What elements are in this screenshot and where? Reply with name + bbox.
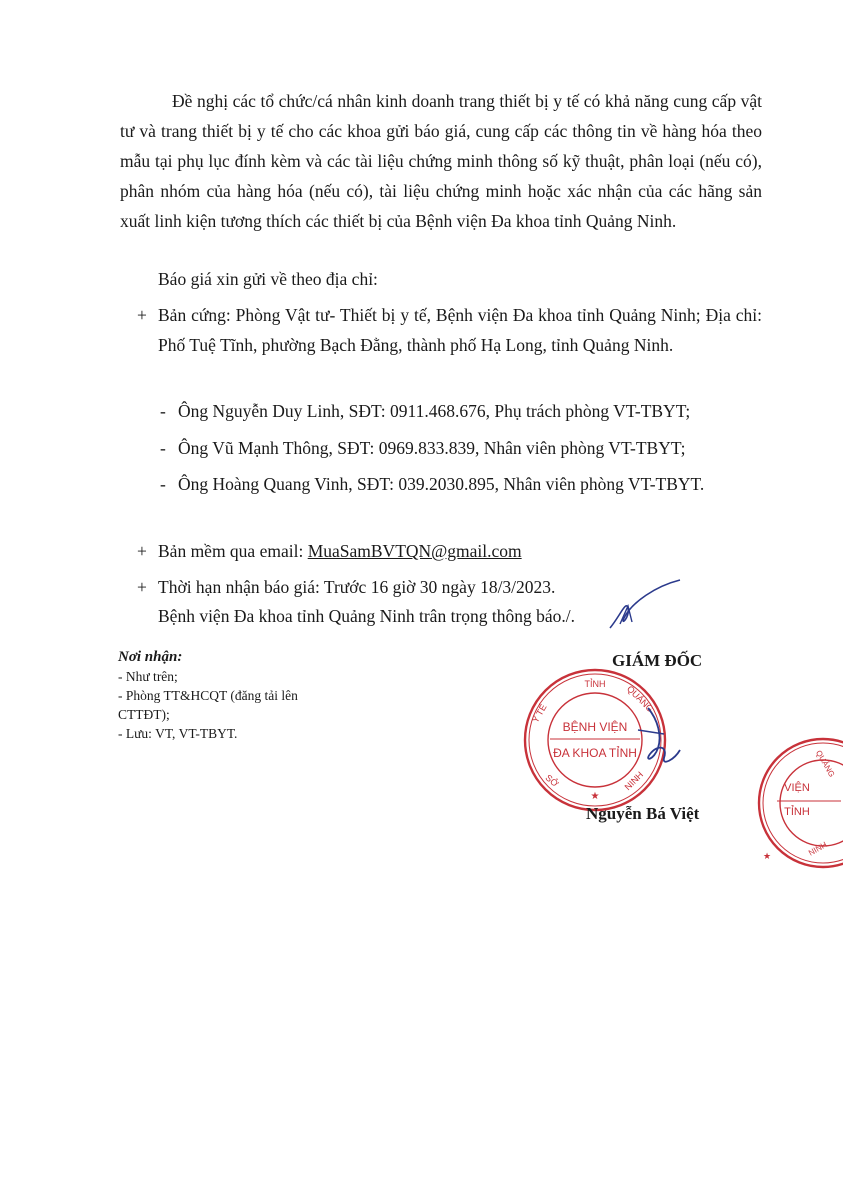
partial-stamp-line2: TỈNH [784,806,810,818]
plus-bullet: + [137,541,147,561]
stamp-ring-bottom-left: SỞ [543,772,561,789]
stamp-ring-left: Y TẾ [530,702,549,725]
signature-title: GIÁM ĐỐC [612,651,703,670]
stamp-ring-top: TỈNH [584,679,606,689]
intro-paragraph: Đề nghị các tổ chức/cá nhân kinh doanh trang thiết bị y tế có khả năng cung cấp vật tư và trang thiết bị y tế cho các khoa gửi báo giá, cung cấp các thông tin về hàng hóa theo mẫu tại phụ lục đính kèm và các tài liệu chứng minh thông số kỹ thuật, phân loại (nếu có), phân nhóm của hàng hóa (nếu có), tài liệu chứng minh hoặc xác nhận của các hãng sản xuất linh kiện tương thích các thiết bị của Bệnh viện Đa khoa tỉnh Quảng Ninh. [120,91,762,231]
soft-copy-label: Bản mềm qua email: [158,541,308,561]
recipient-item: - Như trên; [118,669,178,684]
soft-copy-line [158,536,522,566]
deadline-line: Thời hạn nhận báo giá: Trước 16 giờ 30 ngày 18/3/2023. [158,577,556,597]
stamp-ring-right: QUẢNG [624,683,656,715]
stamp-ring-bottom-right: NINH [622,769,646,793]
recipient-item: - Phòng TT&HCQT (đăng tải lên CTTĐT); [118,688,298,722]
hard-copy-address: Bản cứng: Phòng Vật tư- Thiết bị y tế, Bệnh viện Đa khoa tỉnh Quảng Ninh; Địa chỉ: Phố Tuệ Tĩnh, phường Bạch Đằng, thành phố Hạ Long, tỉnh Quảng Ninh. [158,305,762,355]
partial-stamp [753,733,843,873]
stamp-star-icon: ★ [590,791,600,802]
partial-stamp-ring-bottom: NINH [807,840,829,858]
contact-item: Ông Vũ Mạnh Thông, SĐT: 0969.833.839, Nhân viên phòng VT-TBYT; [178,438,686,458]
dash-bullet: - [160,401,166,421]
partial-stamp-ring-right: QUẢNG [813,748,837,779]
stamp-line1: BỆNH VIỆN [562,720,628,734]
dash-bullet: - [160,474,166,494]
partial-stamp-line1: VIỆN [784,782,810,794]
dash-bullet: - [160,438,166,458]
recipients-block [118,648,358,743]
contact-item: Ông Hoàng Quang Vinh, SĐT: 039.2030.895, Nhân viên phòng VT-TBYT. [178,474,705,494]
director-signature [628,700,698,780]
plus-bullet: + [137,577,147,597]
email-link[interactable]: MuaSamBVTQN@gmail.com [307,541,522,561]
recipients-title: Nơi nhận: [118,649,183,665]
stamp-line2: ĐA KHOA TỈNH [553,746,637,760]
signature-name: Nguyễn Bá Việt [586,804,700,823]
address-intro: Báo giá xin gửi về theo địa chỉ: [158,269,378,289]
contact-item: Ông Nguyễn Duy Linh, SĐT: 0911.468.676, Phụ trách phòng VT-TBYT; [178,401,691,421]
plus-bullet: + [137,305,147,325]
recipient-item: - Lưu: VT, VT-TBYT. [118,726,238,741]
partial-stamp-star-icon: ★ [762,851,772,861]
signature-initial-scribble [606,578,686,638]
closing-line: Bệnh viện Đa khoa tỉnh Quảng Ninh trân trọng thông báo./. [158,606,576,626]
